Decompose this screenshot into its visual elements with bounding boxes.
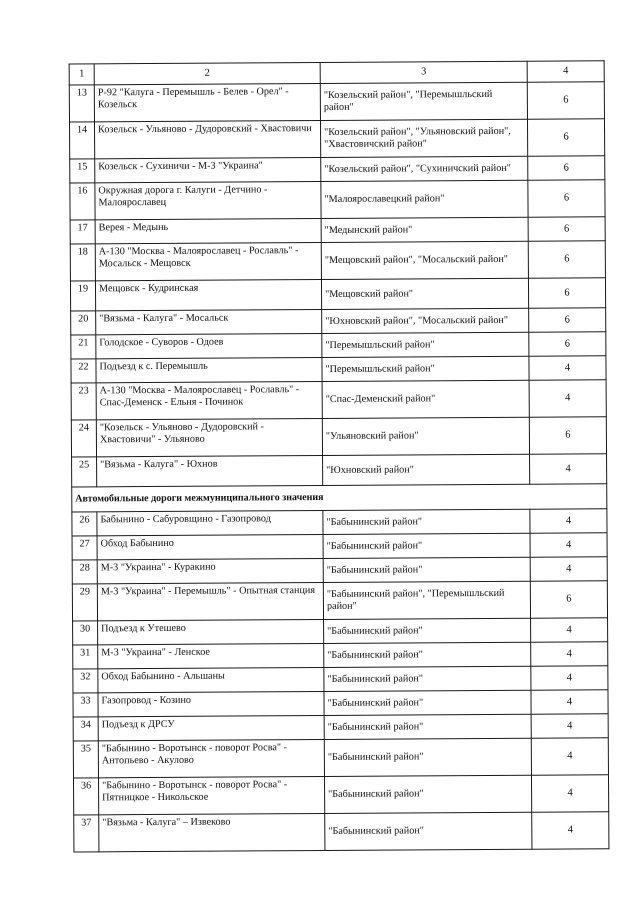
row-number: 20 <box>71 311 96 335</box>
district-name: "Бабынинский район" <box>323 533 530 558</box>
table-row <box>73 690 608 717</box>
district-name: "Бабынинский район" <box>324 775 531 813</box>
district-name: "Перемышльский район" <box>322 332 529 357</box>
table-row <box>71 417 606 457</box>
table-row <box>71 308 606 335</box>
road-name: М-3 "Украина" - Перемышль" - Опытная станция <box>97 582 323 620</box>
row-number: 21 <box>71 335 96 359</box>
lane-count: 4 <box>531 666 608 690</box>
row-number: 16 <box>70 183 95 220</box>
table-row <box>72 581 607 621</box>
header-cell-num: 1 <box>69 64 94 85</box>
district-name: "Перемышльский район" <box>322 356 529 381</box>
row-number: 31 <box>73 645 98 669</box>
road-name: М-3 "Украина" - Куракино <box>97 558 323 583</box>
district-name: "Юхновский район", "Мосальский район" <box>322 308 529 333</box>
table-row <box>74 812 609 852</box>
road-name: Р-92 "Калуга - Перемышль - Белев - Орел" - Козельск <box>94 83 320 121</box>
row-number: 23 <box>71 383 96 420</box>
roads-table <box>69 60 610 852</box>
table-row <box>70 156 605 183</box>
row-number: 34 <box>73 717 98 741</box>
lane-count: 6 <box>529 332 606 356</box>
table-row <box>72 533 607 560</box>
district-name: "Юхновский район" <box>323 454 530 485</box>
header-cell-district: 3 <box>320 61 527 83</box>
lane-count: 6 <box>529 417 606 454</box>
lane-count: 4 <box>529 356 606 380</box>
table-row <box>73 666 608 693</box>
row-number: 35 <box>73 741 98 778</box>
district-name: "Медынский район" <box>321 217 528 242</box>
road-name: "Козельск - Ульяново - Дудоровский - Хвастовичи" - Ульяново <box>96 418 322 456</box>
road-name: Обход Бабынино <box>97 534 323 559</box>
table-row <box>70 241 605 281</box>
section-row <box>72 484 607 512</box>
road-name: А-130 "Москва - Малоярославец - Рославль" - Мосальск - Мещовск <box>95 242 321 280</box>
road-name: Газопровод - Козино <box>98 691 324 716</box>
lane-count: 4 <box>530 557 607 581</box>
district-name: "Бабынинский район" <box>323 557 530 582</box>
section-title: Автомобильные дороги межмуниципального значения <box>72 484 607 512</box>
road-name: Подъезд к Утешево <box>98 619 324 644</box>
table-row <box>72 557 607 584</box>
lane-count: 4 <box>530 454 607 484</box>
table-row <box>72 509 607 536</box>
row-number: 19 <box>70 281 95 311</box>
row-number: 36 <box>73 778 98 815</box>
district-name: "Мещовский район" <box>321 278 528 309</box>
district-name: "Бабынинский район" <box>324 618 531 643</box>
district-name: "Спас-Деменский район" <box>322 380 529 418</box>
road-name: Козельск - Ульяново - Дудоровский - Хвастовичи <box>94 120 320 158</box>
row-number: 17 <box>70 220 95 244</box>
lane-count: 6 <box>527 119 604 156</box>
district-name: "Бабынинский район" <box>325 812 532 850</box>
row-number: 30 <box>73 621 98 645</box>
road-name: "Вязьма - Калуга" – Извеково <box>99 813 325 851</box>
district-name: "Малоярославецкий район" <box>321 180 528 218</box>
table-row <box>73 618 608 645</box>
road-name: М-3 "Украина" - Ленское <box>98 643 324 668</box>
road-name: Подъезд к с. Перемышль <box>96 357 322 382</box>
row-number: 25 <box>72 457 97 487</box>
lane-count: 6 <box>528 217 605 241</box>
row-number: 28 <box>72 560 97 584</box>
lane-count: 4 <box>531 618 608 642</box>
district-name: "Бабынинский район" <box>324 666 531 691</box>
row-number: 15 <box>70 159 95 183</box>
table-row <box>73 642 608 669</box>
table-row <box>73 775 608 815</box>
district-name: "Ульяновский район" <box>322 417 529 455</box>
header-cell-road: 2 <box>94 62 320 84</box>
lane-count: 4 <box>531 775 608 812</box>
header-cell-lanes: 4 <box>527 61 604 82</box>
road-name: "Вязьма - Калуга" - Юхнов <box>97 455 323 486</box>
row-number: 37 <box>74 815 99 852</box>
lane-count: 4 <box>531 690 608 714</box>
table-row <box>69 119 604 159</box>
lane-count: 6 <box>529 308 606 332</box>
lane-count: 6 <box>528 241 605 278</box>
table-row <box>73 738 608 778</box>
district-name: "Бабынинский район" <box>324 714 531 739</box>
table-row <box>70 278 605 311</box>
row-number: 33 <box>73 693 98 717</box>
lane-count: 4 <box>529 380 606 417</box>
road-name: Окружная дорога г. Калуги - Детчино - Малоярославец <box>95 181 321 219</box>
row-number: 32 <box>73 669 98 693</box>
lane-count: 4 <box>532 812 609 849</box>
row-number: 13 <box>69 85 94 122</box>
district-name: "Бабынинский район" <box>324 738 531 776</box>
district-name: "Бабынинский район" <box>323 509 530 534</box>
row-number: 22 <box>71 359 96 383</box>
district-name: "Козельский район", "Перемышльский район" <box>320 82 527 120</box>
lane-count: 4 <box>530 533 607 557</box>
district-name: "Мещовский район", "Мосальский район" <box>321 241 528 279</box>
district-name: "Бабынинский район" <box>324 690 531 715</box>
road-name: "Бабынино - Воротынск - поворот Росва" - Антопьево - Акулово <box>98 739 324 777</box>
row-number: 27 <box>72 536 97 560</box>
row-number: 24 <box>71 420 96 457</box>
row-number: 29 <box>72 584 97 621</box>
table-row <box>71 380 606 420</box>
table-row <box>73 714 608 741</box>
road-name: А-130 "Москва - Малоярославец - Рославль" - Спас-Деменск - Ельня - Починок <box>96 381 322 419</box>
road-name: Бабынино - Сабуровщино - Газопровод <box>97 510 323 535</box>
row-number: 14 <box>69 122 94 159</box>
lane-count: 6 <box>530 581 607 618</box>
lane-count: 6 <box>528 180 605 217</box>
road-name: Мещовск - Кудринская <box>95 279 321 310</box>
lane-count: 6 <box>528 278 605 308</box>
road-name: Подъезд к ДРСУ <box>98 715 324 740</box>
table-row <box>69 82 604 122</box>
table-row <box>71 356 606 383</box>
district-name: "Козельский район", "Сухиничский район" <box>321 156 528 181</box>
lane-count: 6 <box>528 156 605 180</box>
table-row <box>72 454 607 487</box>
lane-count: 4 <box>531 738 608 775</box>
lane-count: 4 <box>531 714 608 738</box>
district-name: "Бабынинский район", "Перемышльский район" <box>323 581 530 619</box>
row-number: 26 <box>72 512 97 536</box>
road-name: Голодское - Суворов - Одоев <box>96 333 322 358</box>
lane-count: 4 <box>530 509 607 533</box>
road-name: Козельск - Сухиничи - М-3 "Украина" <box>95 157 321 182</box>
lane-count: 6 <box>527 82 604 119</box>
lane-count: 4 <box>531 642 608 666</box>
table-row <box>70 217 605 244</box>
district-name: "Бабынинский район" <box>324 642 531 667</box>
road-name: Верея - Медынь <box>95 218 321 243</box>
road-name: Обход Бабынино - Альшаны <box>98 667 324 692</box>
road-name: "Бабынино - Воротынск - поворот Росва" - Пятницкое - Никольское <box>98 776 324 814</box>
road-name: "Вязьма - Калуга" - Мосальск <box>96 309 322 334</box>
table-row <box>70 180 605 220</box>
district-name: "Козельский район", "Ульяновский район", "Хвастовичский район" <box>320 119 527 157</box>
table-row <box>71 332 606 359</box>
row-number: 18 <box>70 244 95 281</box>
